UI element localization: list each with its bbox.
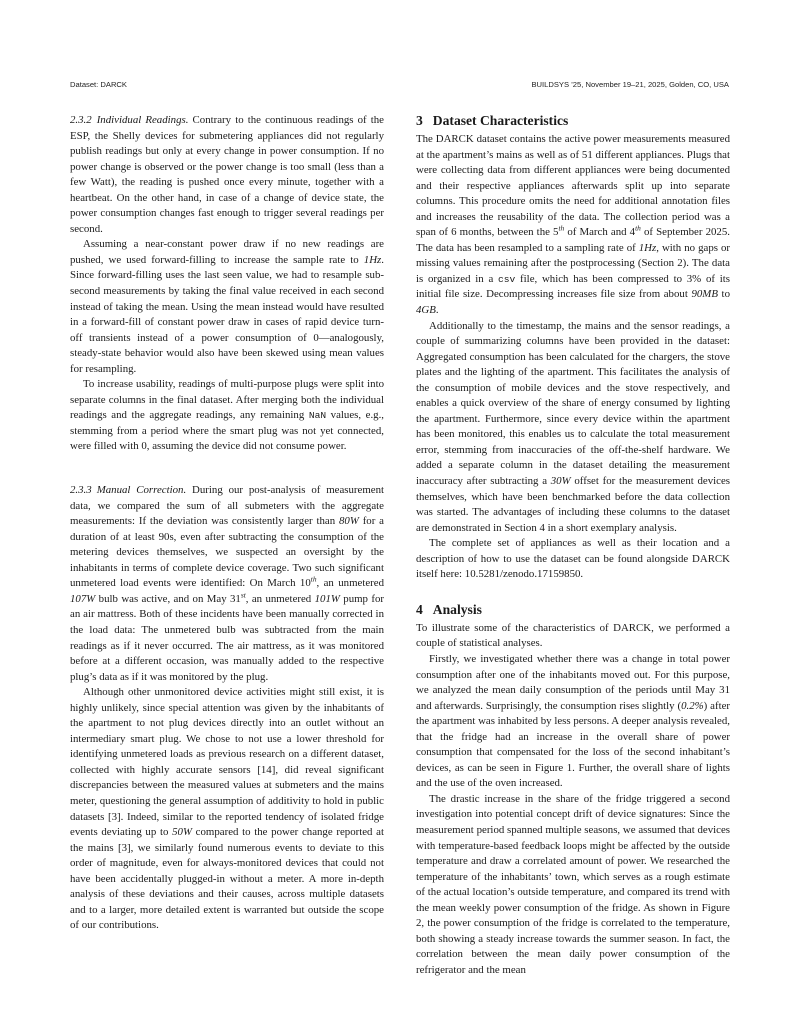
running-header-left: Dataset: DARCK (70, 80, 127, 89)
section-3-paragraph-1: The DARCK dataset contains the active power measurements measured at the apartment’s mains as well as of 51 different appliances. Plugs that were collecting data from different appliances were being documented and their respective appliances afterwards split up into separate columns. This procedure omits the need for additional annotation files and increases the reusability of the data. The collection period was a span of 6 months, between the 5th of March and 4th of September 2025. The data has been resampled to a sampling rate of 1Hz, with no gaps or missing values remaining after the postprocessing (Section 2). The data is organized in a csv file, which has been compressed to 3% of its initial file size. Decompressing increases file size from about 90MB to 4GB. (416, 133, 730, 317)
subsection-heading-2-3-3: 2.3.3 Manual Correction. (70, 484, 187, 497)
section-3-paragraph-2: Additionally to the timestamp, the mains and the sensor readings, a couple of summarizing columns have been provided in the dataset: Aggregated consumption has been calculated for the chargers, the stove plates and the lighting of the apartment. This facilitates the analysis of the consumption of mobile devices and the stove respectively, and enables a quick overview of the share of energy consumed by lighting the apartment. Furthermore, since every device within the apartment has been monitored, this enables us to calculate the total measurement error, stemming from inaccuracies of the off-the-shelf hardware. We added a separate column in the dataset detailing the measurement inaccuracy after subtracting a 30W offset for the measurement devices themselves, which have been benchmarked before the data collection was started. The advantages of including these columns to the dataset are demonstrated in Section 4 in a short exemplary analysis. (416, 319, 731, 534)
section-4-paragraph-2: Firstly, we investigated whether there was a change in total power consumption after one of the inhabitants moved out. For this purpose, we analyzed the mean daily consumption of the periods until May 31 and afterwards. Surprisingly, the consumption rises slightly (0.2%) after the apartment was inhabited by less persons. A deeper analysis revealed, that the fridge had an increase in the overall share of power consumption that compensated for the loss of the second inhabitant’s devices, as can be seen in Figure 1. Further, the overall share of lights and the use of the oven increased. (416, 652, 731, 790)
section-2-3-3-paragraph-2: Although other unmonitored device activities might still exist, it is highly unlikely, since special attention was given by the inhabitants of the apartment to not plug devices directly into an outlet without an intermediary smart plug. We chose to not use a lower threshold for identifying unmetered loads as previous research on a different dataset, collected with highly accurate sensors [14], did reveal significant discrepancies between the measured values at submeters and the mains meter, questioning the general assumption of additivity to hold in public datasets [3]. Indeed, similar to the reported tendency of isolated fridge events deviating up to 50W compared to the power change reported at the mains [3], we similarly found numerous events to deviate to this order of magnitude, even for always-monitored devices that could not have been accidentally plugged-in without a meter. A more in-depth analysis of these deviations and their causes, across multiple datasets and to a larger, more detailed extent is warranted but outside the scope of our contributions. (70, 686, 384, 932)
section-heading-3: 3 Dataset Characteristics (416, 113, 569, 128)
running-header-right: BUILDSYS ’25, November 19–21, 2025, Golden, CO, USA (531, 80, 729, 89)
section-2-3-2-paragraph-1: 2.3.2 Individual Readings. Contrary to the continuous readings of the ESP, the Shelly devices for submetering appliances did not regularly publish readings but only at every change in power consumption. If no power change is observed or the power change is too small (less than a few Watt), the reading is pushed once every minute, together with a heartbeat. On the other hand, in case of a change of device state, the power consumption changes fast enough to trigger several readings per second. (70, 114, 384, 235)
section-2-3-3-paragraph-1: 2.3.3 Manual Correction. During our post-analysis of measurement data, we compared the sum of all submeters with the aggregate measurements: If the deviation was consistently larger than 80W for a duration of at least 90s, even after subtracting the consumption of the metering devices themselves, we suspected an oversight by the inhabitants in terms of complete device coverage. Two such significant unmetered load events were identified: On March 10th, an unmetered 107W bulb was active, and on May 31st, an unmetered 101W pump for an air mattress. Both of these incidents have been manually corrected in the load data: The unmetered bulb was subtracted from the main readings as if it never occurred. The air mattress, as it was monitored before at a different occasion, was manually added to the respective plug’s data as if it was monitored by the plug. (70, 484, 385, 683)
right-column (416, 113, 730, 978)
section-2-3-2-paragraph-2: Assuming a near-constant power draw if no new readings are pushed, we used forward-filling to increase the sample rate to 1Hz. Since forward-filling uses the last seen value, we had to resample sub-second measurements by taking the final value received in each second instead of taking the mean. Using the mean instead would have resulted in a forward-fill of constant power draw in cases of rapid device turn-off transients instead of a power consumption of 0—analogously, steady-state behavior would also have been skewed using mean values for resampling. (70, 238, 384, 375)
section-4-paragraph-1: To illustrate some of the characteristics of DARCK, we performed a couple of statistical analyses. (416, 621, 730, 650)
section-3-paragraph-3: The complete set of appliances as well as their location and a description of how to use the dataset can be found alongside DARCK itself here: 10.5281/zenodo.17159850. (416, 537, 730, 581)
left-column (70, 113, 384, 934)
section-4-paragraph-3: The drastic increase in the share of the fridge triggered a second investigation into potential concept drift of device signatures: Since the measurement period spanned multiple seasons, we assumed that devices with temperature-based feedback loops might be affected by the outside temperature and draw a correlated amount of power. We researched the temperature of the inhabitants’ town, which serves as a rough estimate of the actual location’s outside temperature, and compared its trend with the mean weekly power consumption of the fridge. As shown in Figure 2, the power consumption of the fridge is correlated to the temperature, both showing a steady increase towards the summer season. In fact, the correlation between the mean daily power consumption of the refrigerator and the mean (416, 792, 730, 976)
subsection-heading-2-3-2: 2.3.2 Individual Readings. (70, 114, 189, 126)
section-heading-4: 4 Analysis (416, 601, 482, 617)
section-2-3-2-paragraph-3: To increase usability, readings of multi-purpose plugs were split into separate columns in the final dataset. After merging both the individual readings and the aggregate readings, any remaining NaN values, e.g., stemming from a period where the smart plug was not yet connected, were filled with 0, assuming the device did not consume power. (70, 378, 385, 453)
